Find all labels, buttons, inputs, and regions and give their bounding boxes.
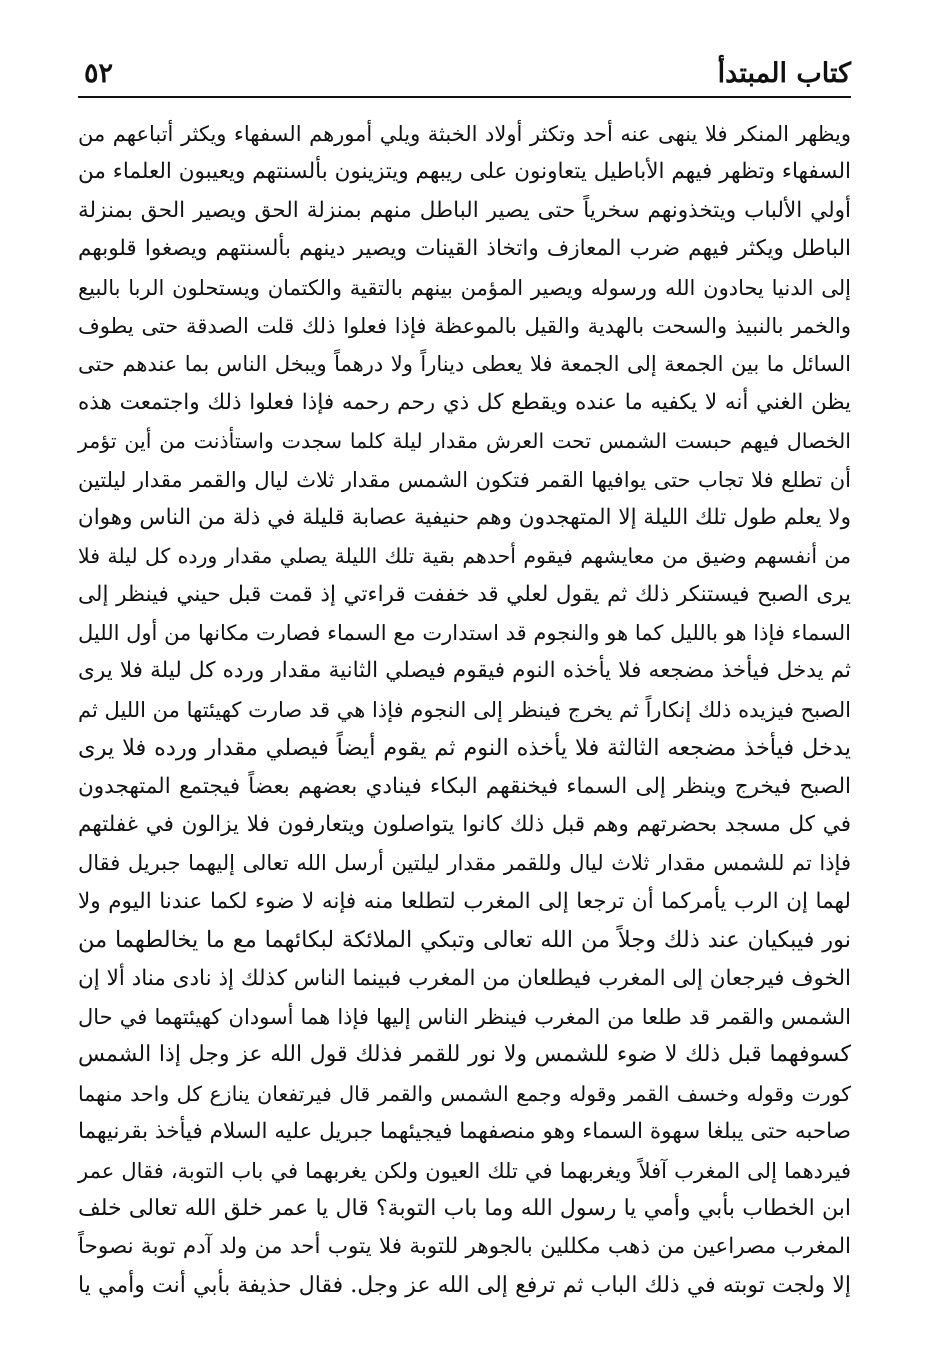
text-line: فيردهما إلى المغرب آفلاً ويغربهما في تلك العيون ولكن يغربهما في باب التوبة، فقال عمر (78, 1158, 851, 1183)
text-line: يظن الغني أنه لا يكفيه ما عنده ويقطع كل ذي رحم رحمه فإذا فعلوا ذلك واجتمعت هذه (78, 389, 851, 415)
text-line: أولي الألباب ويتخذونهم سخرياً حتى يصير الباطل منهم بمنزلة الحق ويصير الحق بمنزلة (78, 197, 851, 223)
page-header (78, 56, 851, 98)
body-text (77, 115, 852, 1298)
text-line: الباطل ويكثر فيهم ضرب المعازف واتخاذ القينات ويصير دينهم بألسنتهم ويصغوا قلوبهم (78, 236, 851, 262)
text-line: يدخل فيأخذ مضجعه الثالثة فلا يأخذه النوم ثم يقوم أيضاً فيصلي مقدار ورده فلا يرى (78, 735, 851, 762)
text-line: الخصال فيهم حبست الشمس تحت العرش مقدار ليلة كلما سجدت واستأذنت من أين تؤمر (78, 429, 851, 454)
text-line: ابن الخطاب بأبي وأمي يا رسول الله وما باب التوبة؟ قال يا عمر خلق الله تعالى خلف (78, 1195, 851, 1221)
text-line: أن تطلع فلا تجاب حتى يوافيها القمر فتكون الشمس مقدار ثلاث ليال والقمر مقدار ليلتين (78, 467, 852, 492)
text-line: الخوف فيرجعان إلى المغرب فيطلعان من المغرب فبينما الناس كذلك إذ نادى مناد ألا إن (78, 965, 851, 991)
text-line: السماء فإذا هو بالليل كما هو والنجوم قد استدارت مع السماء فصارت مكانها من أول الليل (78, 621, 851, 646)
text-line: نور فيبكيان عند ذلك وجلاً من الله تعالى وتبكي الملائكة لبكائهما مع ما يخالطهما من (78, 927, 851, 954)
text-line: ولا يعلم طول تلك الليلة إلا المتهجدون وهم حنيفية عصابة قليلة في ذلة من الناس وهوان (77, 504, 851, 530)
text-line: المغرب مصراعين من ذهب مكللين بالجوهر للتوبة فلا يتوب أحد من ولد آدم توبة نصوحاً (78, 1234, 851, 1260)
text-line: من أنفسهم وضيق من معايشهم فيقوم أحدهم بقية تلك الليلة يصلي مقدار ورده كل ليلة فلا (78, 544, 851, 569)
text-line: يرى الصبح فيستنكر ذلك ثم يقول لعلي قد خففت قراءتي إذ قمت قبل حيني فينظر إلى (78, 581, 851, 607)
text-line: الصبح فيزيده ذلك إنكاراً ثم يخرج فينظر إلى النجوم فإذا هي قد صارت كهيئتها من الليل ثم (78, 697, 851, 722)
text-line: في كل مسجد بحضرتهم وهم قبل ذلك كانوا يتواصلون ويتعارفون فلا يزالون في غفلتهم (78, 812, 851, 838)
text-line: لهما إن الرب يأمركما أن ترجعا إلى المغرب لتطلعا منه فإنه لا ضوء لكما عندنا اليوم ولا (78, 888, 851, 914)
page-number: ٥٢ (84, 58, 114, 89)
text-line: السفهاء وتظهر فيهم الأباطيل يتعاونون على ريبهم ويتزينون بألسنتهم ويعيبون العلماء من (78, 159, 851, 185)
text-line: كسوفهما قبل ذلك لا ضوء للشمس ولا نور للقمر فذلك قول الله عز وجل إذا الشمس (78, 1042, 851, 1068)
text-line: إلا ولجت توبته في ذلك الباب ثم ترفع إلى الله عز وجل. فقال حذيفة بأبي أنت وأمي يا (78, 1272, 851, 1298)
text-line: فإذا تم للشمس مقدار ثلاث ليال وللقمر مقدار ليلتين أرسل الله تعالى إليهما جبريل فقال (78, 851, 851, 876)
text-line: صاحبه حتى يبلغا سهوة السماء وهو منصفهما فيجيئهما جبريل عليه السلام فيأخذ بقرنيهما (78, 1119, 851, 1145)
text-line: والخمر بالنبيذ والسحت بالهدية والقيل بالموعظة فإذا فعلوا ذلك قلت الصدقة حتى يطوف (78, 313, 851, 338)
text-line: إلى الدنيا يحادون الله ورسوله ويصير المؤمن بينهم بالتقية والكتمان ويستحلون الربا بالبيع (78, 275, 851, 300)
text-line: الشمس والقمر قد طلعا من المغرب فينظر الناس إليها فإذا هما أسودان كهيئتهما في حال (78, 1004, 851, 1029)
text-line: ويظهر المنكر فلا ينهى عنه أحد وتكثر أولاد الخبثة ويلي أمورهم السفهاء ويكثر أتباعهم من (78, 122, 851, 146)
running-title: كتاب المبتدأ (717, 58, 851, 89)
text-line: الصبح فيخرج وينظر إلى السماء فيخنقهم البكاء فينادي بعضهم بعضاً فيجتمع المتهجدون (78, 773, 851, 799)
text-line: كورت وقوله وخسف القمر وقوله وجمع الشمس والقمر قال فيرتفعان ينازع كل واحد منهما (78, 1081, 851, 1106)
text-line: السائل ما بين الجمعة إلى الجمعة فلا يعطى ديناراً ولا درهماً ويبخل الناس بما عندهم حتى (78, 352, 851, 377)
text-line: ثم يدخل فيأخذ مضجعه فلا يأخذه النوم فيقوم فيصلي الثانية مقدار ورده كل ليلة فلا يرى (78, 658, 851, 684)
